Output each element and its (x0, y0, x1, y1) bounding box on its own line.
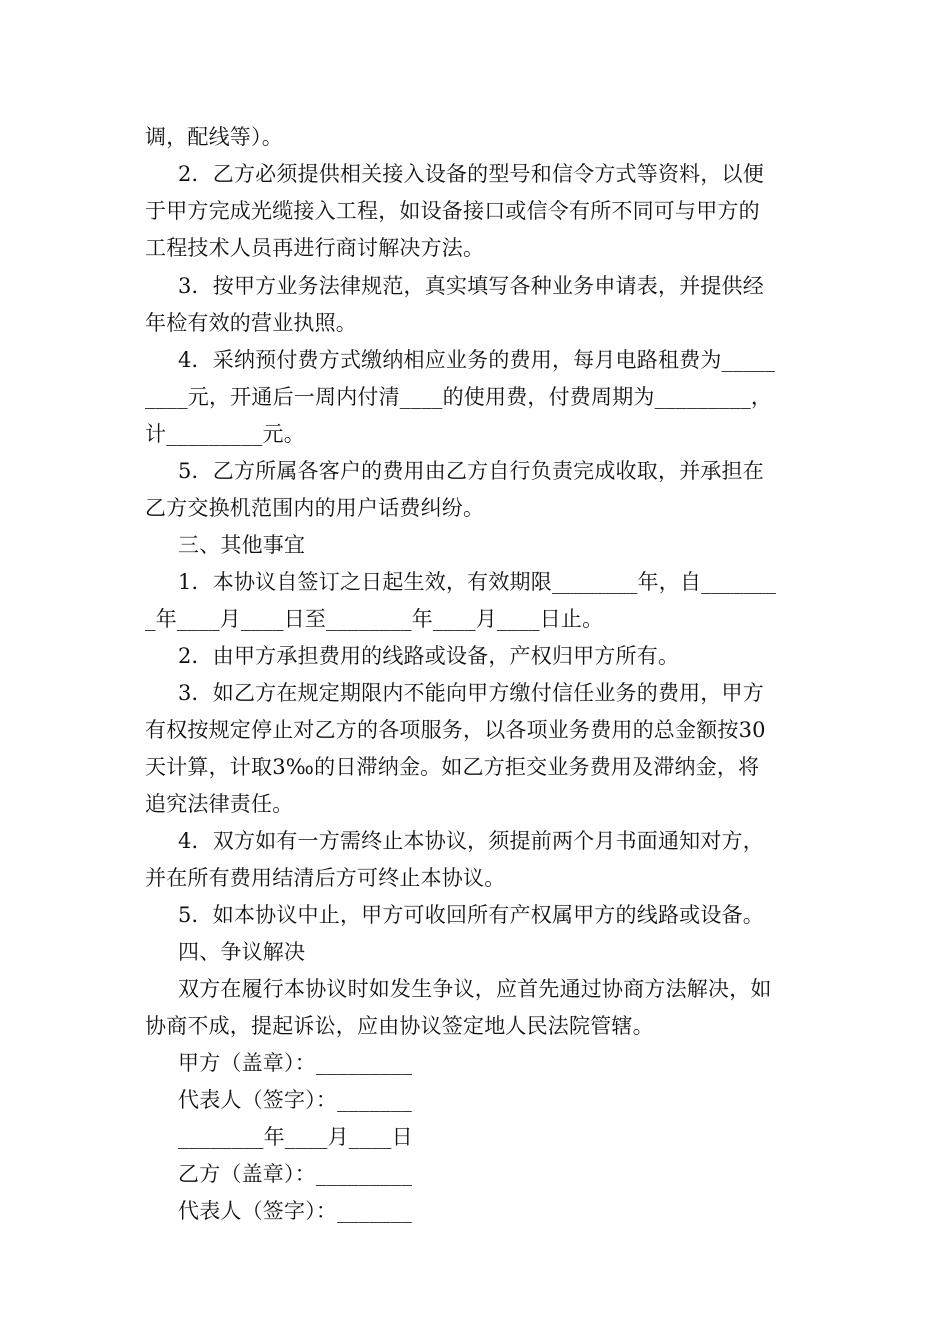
text-line: 1．本协议自签订之日起生效，有效期限________年，自_______ (178, 570, 777, 594)
text-line: 年检有效的营业执照。 (145, 311, 357, 335)
text-line: ____元，开通后一周内付清____的使用费，付费周期为_________， (145, 385, 773, 409)
text-line: 5．乙方所属各客户的费用由乙方自行负责完成收取，并承担在 (178, 459, 764, 483)
text-line: 有权按规定停止对乙方的各项服务，以各项业务费用的总金额按30 (145, 718, 766, 742)
text-line: 3．按甲方业务法律规范，真实填写各种业务申请表，并提供经 (178, 274, 764, 298)
text-line: 天计算，计取3‰的日滞纳金。如乙方拒交业务费用及滞纳金，将 (145, 755, 760, 779)
text-line: 调，配线等）。 (145, 125, 283, 149)
text-line: 2．由甲方承担费用的线路或设备，产权归甲方所有。 (178, 644, 680, 668)
date-line: ________年____月____日 (178, 1125, 413, 1149)
text-line: 协商不成，提起诉讼，应由协议签定地人民法院管辖。 (145, 1014, 654, 1038)
text-line: 5．如本协议中止，甲方可收回所有产权属甲方的线路或设备。 (178, 903, 764, 927)
text-line: 双方在履行本协议时如发生争议，应首先通过协商方法解决，如 (178, 977, 772, 1001)
section-heading: 三、其他事宜 (178, 533, 306, 557)
text-line: 3．如乙方在规定期限内不能向甲方缴付信任业务的费用，甲方 (178, 681, 764, 705)
text-line: 工程技术人员再进行商讨解决方法。 (145, 236, 485, 260)
section-heading: 四、争议解决 (178, 940, 306, 964)
text-line: 计_________元。 (145, 422, 305, 446)
text-line: 4．双方如有一方需终止本协议，须提前两个月书面通知对方， (178, 829, 764, 853)
text-line: 4．采纳预付费方式缴纳相应业务的费用，每月电路租费为_____ (178, 348, 776, 372)
party-b-seal-line: 乙方（盖章）：_________ (178, 1162, 413, 1186)
text-line: 并在所有费用结清后方可终止本协议。 (145, 866, 506, 890)
party-a-seal-line: 甲方（盖章）：_________ (178, 1051, 413, 1075)
text-line: _年____月____日至________年____月____日止。 (145, 607, 604, 631)
text-line: 乙方交换机范围内的用户话费纠纷。 (145, 496, 485, 520)
party-b-representative-line: 代表人（签字）：_______ (178, 1199, 412, 1223)
party-a-representative-line: 代表人（签字）：_______ (178, 1088, 412, 1112)
text-line: 2．乙方必须提供相关接入设备的型号和信令方式等资料，以便 (178, 162, 764, 186)
text-line: 追究法律责任。 (145, 792, 294, 816)
text-line: 于甲方完成光缆接入工程，如设备接口或信令有所不同可与甲方的 (145, 199, 760, 223)
